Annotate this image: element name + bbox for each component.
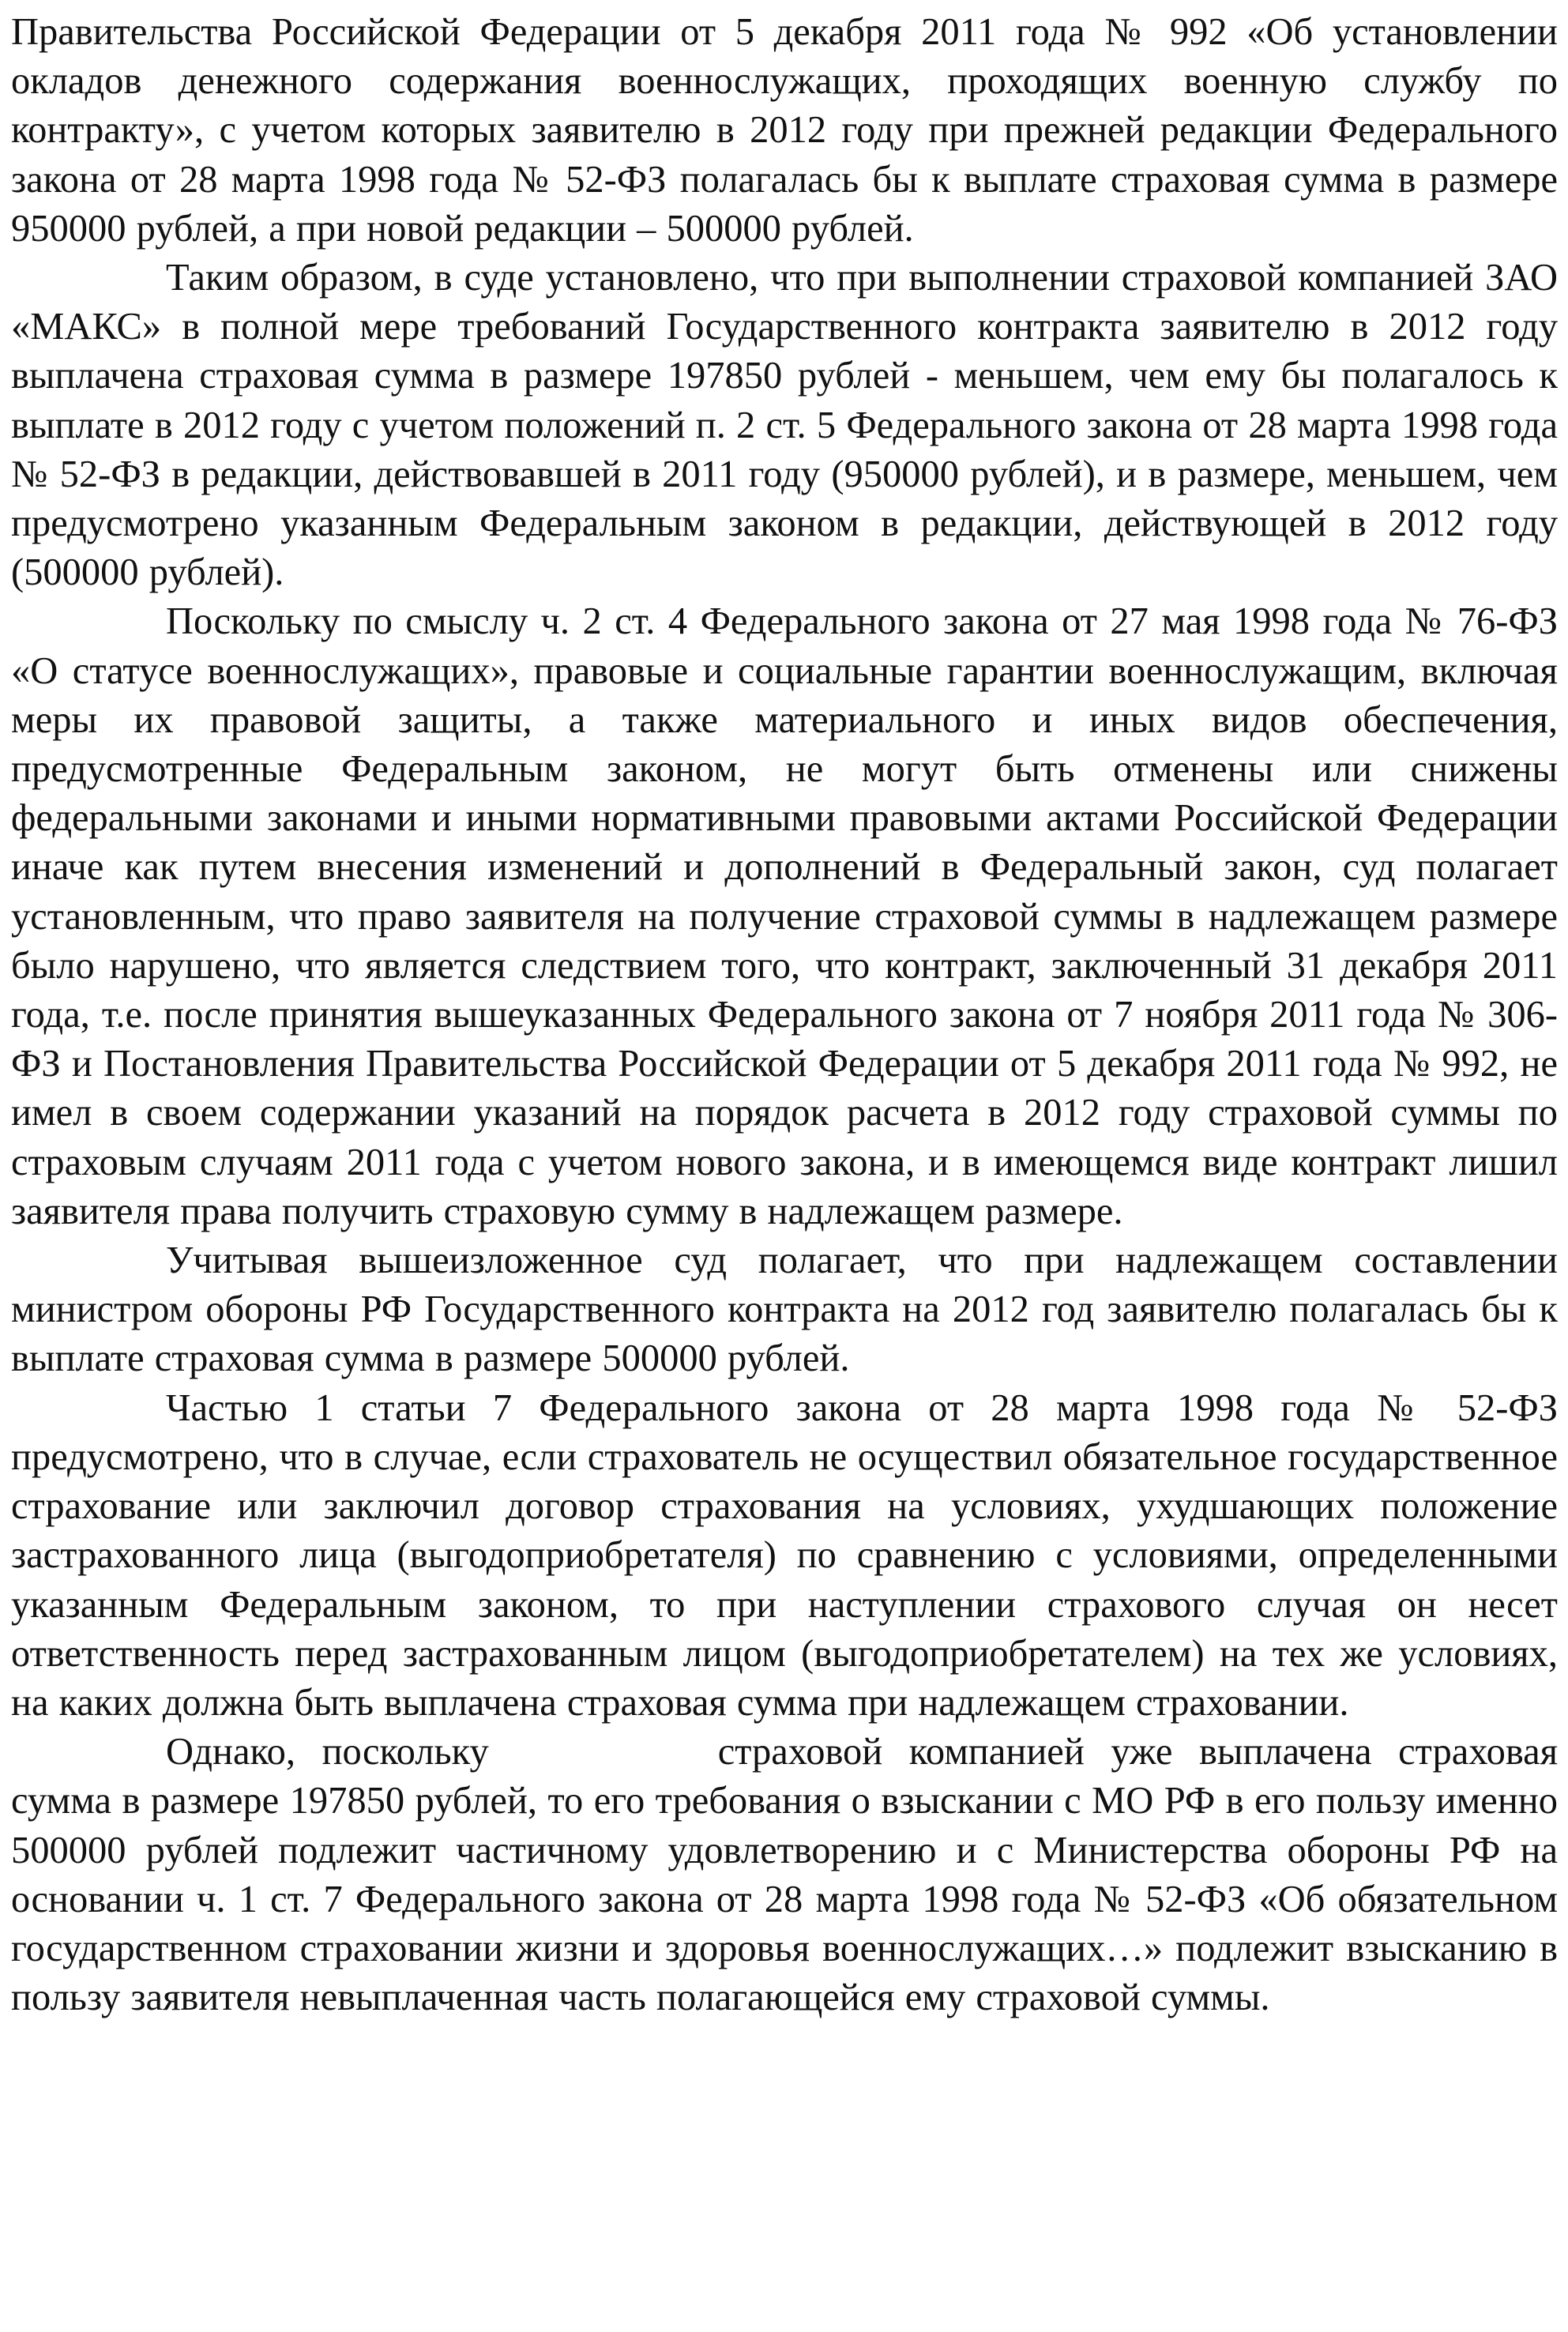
- paragraph-1: Правительства Российской Федерации от 5 декабря 2011 года № 992 «Об установлении окладов денежного содержания военнослужащих, проходящих военную службу по контракту», с учетом которых заявителю в 2012 году при прежней редакции Федерального закона от 28 марта 1998 года № 52-ФЗ полагалась бы к выплате страховая сумма в размере 950000 рублей, а при новой редакции – 500000 рублей.: [11, 11, 1558, 250]
- paragraph-6-rest: страховой компанией уже выплачена страховая сумма в размере 197850 рублей, то его требования о взыскании с МО РФ в его пользу именно 500000 рублей подлежит частичному удовлетворению и с Министерства обороны РФ на основании ч. 1 ст. 7 Федерального закона от 28 марта 1998 года № 52-ФЗ «Об обязательном государственном страховании жизни и здоровья военнослужащих…» подлежит взысканию в пользу заявителя невыплаченная часть полагающейся ему страховой суммы.: [11, 1731, 1558, 2019]
- paragraph-6-start: Однако, поскольку: [166, 1731, 489, 1773]
- paragraph-4: Учитывая вышеизложенное суд полагает, что при надлежащем составлении министром обороны РФ Государственного контракта на 2012 год заявителю полагалась бы к выплате страховая сумма в размере 500000 рублей.: [11, 1239, 1558, 1380]
- paragraph-2: Таким образом, в суде установлено, что при выполнении страховой компанией ЗАО «МАКС» в полной мере требований Государственного контракта заявителю в 2012 году выплачена страховая сумма в размере 197850 рублей - меньшем, чем ему бы полагалось к выплате в 2012 году с учетом положений п. 2 ст. 5 Федерального закона от 28 марта 1998 года № 52-ФЗ в редакции, действовавшей в 2011 году (950000 рублей), и в размере, меньшем, чем предусмотрено указанным Федеральным законом в редакции, действующей в 2012 году (500000 рублей).: [11, 257, 1558, 594]
- document-page: [11, 0, 1558, 2022]
- paragraph-3: Поскольку по смыслу ч. 2 ст. 4 Федерального закона от 27 мая 1998 года № 76-ФЗ «О статусе военнослужащих», правовые и социальные гарантии военнослужащим, включая меры их правовой защиты, а также материального и иных видов обеспечения, предусмотренные Федеральным законом, не могут быть отменены или снижены федеральными законами и иными нормативными правовыми актами Российской Федерации иначе как путем внесения изменений и дополнений в Федеральный закон, суд полагает установленным, что право заявителя на получение страховой суммы в надлежащем размере было нарушено, что является следствием того, что контракт, заключенный 31 декабря 2011 года, т.е. после принятия вышеуказанных Федерального закона от 7 ноября 2011 года № 306-ФЗ и Постановления Правительства Российской Федерации от 5 декабря 2011 года № 992, не имел в своем содержании указаний на порядок расчета в 2012 году страховой суммы по страховым случаям 2011 года с учетом нового закона, и в имеющемся виде контракт лишил заявителя права получить страховую сумму в надлежащем размере.: [11, 600, 1558, 1232]
- paragraph-6: [11, 1728, 1558, 2022]
- paragraph-5: Частью 1 статьи 7 Федерального закона от 28 марта 1998 года № 52-ФЗ предусмотрено, что в случае, если страхователь не осуществил обязательное государственное страхование или заключил договор страхования на условиях, ухудшающих положение застрахованного лица (выгодоприобретателя) по сравнению с условиями, определенными указанным Федеральным законом, то при наступлении страхового случая он несет ответственность перед застрахованным лицом (выгодоприобретателем) на тех же условиях, на каких должна быть выплачена страховая сумма при надлежащем страховании.: [11, 1386, 1558, 1724]
